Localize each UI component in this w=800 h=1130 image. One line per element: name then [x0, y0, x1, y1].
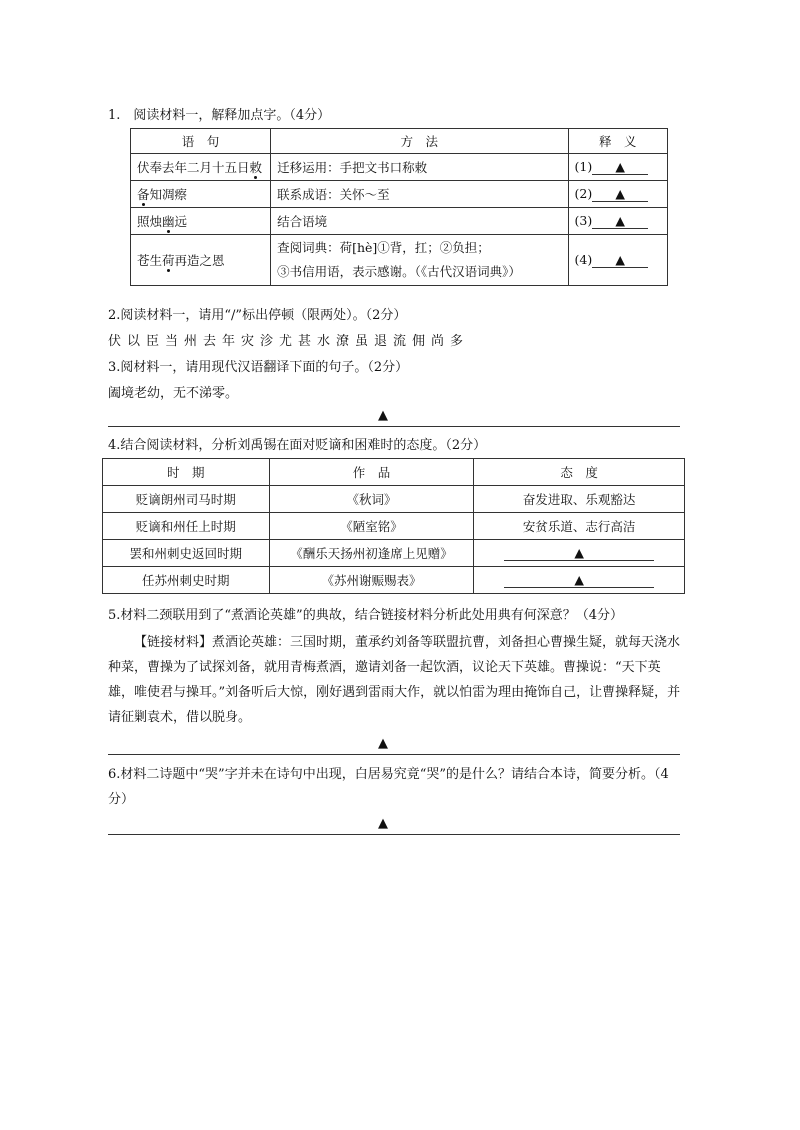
q1-title: 1. 阅读材料一，解释加点字。（4分） — [108, 108, 331, 123]
q4-period-1: 贬谪朗州司马时期 — [103, 486, 270, 513]
q3-answer-line — [108, 426, 680, 427]
q4-work-1: 《秋词》 — [269, 486, 474, 513]
q4-period-4: 任苏州刺史时期 — [103, 567, 270, 594]
q4-attitude-2: 安贫乐道、志行高洁 — [474, 513, 685, 540]
q1-method-2: 联系成语：关怀～至 — [271, 181, 568, 208]
q1-answer-4[interactable]: (4) ▲ — [568, 235, 668, 286]
q1-method-4: 查阅词典：荷[hè]①背，扛；②负担； ③书信用语，表示感谢。（《古代汉语词典》） — [271, 235, 568, 286]
q1-table — [130, 128, 668, 286]
q5-link-text: 煮酒论英雄：三国时期，董承约刘备等联盟抗曹，刘备担心曹操生疑，就每天浇水种菜，曹操为了试探刘备，就用青梅煮酒，邀请刘备一起饮酒，议论天下英雄。曹操说：“天下英雄，唯使君与操耳。”刘备听后大惊，刚好遇到雷雨大作，就以怕雷为理由掩饰自己，让曹操释疑，并请征剿袁术，借以脱身。 — [108, 635, 681, 725]
q1-header-meaning: 释 义 — [568, 129, 668, 154]
q4-header-period: 时 期 — [103, 459, 270, 486]
q2-text[interactable]: 伏以臣当州去年灾沴尤甚水潦虽退流佣尚多 — [108, 334, 470, 349]
table-row — [131, 235, 668, 286]
q1-answer-2[interactable]: (2) ▲ — [568, 181, 668, 208]
q3-title: 3.阅材料一，请用现代汉语翻译下面的句子。（2分） — [108, 360, 409, 375]
q1-answer-1[interactable]: (1) ▲ — [568, 154, 668, 181]
q5-answer-line — [108, 754, 680, 755]
q1-header-row — [131, 129, 668, 154]
q3-answer-marker[interactable]: ▲ — [378, 408, 388, 423]
q4-attitude-3[interactable]: ▲ — [474, 540, 685, 567]
table-row — [103, 513, 685, 540]
q1-sentence-3: 照烛幽远 — [131, 208, 271, 235]
q5-link-material — [108, 630, 683, 730]
q4-attitude-4[interactable]: ▲ — [474, 567, 685, 594]
table-row — [131, 154, 668, 181]
table-row — [131, 181, 668, 208]
table-row — [103, 567, 685, 594]
q1-header-sentence: 语 句 — [131, 129, 271, 154]
q5-link-label: 【链接材料】 — [134, 635, 213, 650]
q5-title: 5.材料二颈联用到了“煮酒论英雄”的典故，结合链接材料分析此处用典有何深意？（4分） — [108, 608, 623, 623]
q5-answer-marker[interactable]: ▲ — [378, 736, 388, 751]
q1-method-1: 迁移运用：手把文书口称敕 — [271, 154, 568, 181]
q1-answer-3[interactable]: (3) ▲ — [568, 208, 668, 235]
q1-sentence-1: 伏奉去年二月十五日敕 — [131, 154, 271, 181]
q4-work-2: 《陋室铭》 — [269, 513, 474, 540]
table-row — [103, 486, 685, 513]
q4-work-4: 《苏州谢赈赐表》 — [269, 567, 474, 594]
q1-header-method: 方 法 — [271, 129, 568, 154]
table-row — [131, 208, 668, 235]
q4-header-work: 作 品 — [269, 459, 474, 486]
q2-title: 2.阅读材料一，请用“/”标出停顿（限两处）。（2分） — [108, 308, 407, 323]
q4-header-row — [103, 459, 685, 486]
q1-method-3: 结合语境 — [271, 208, 568, 235]
q4-period-3: 罢和州刺史返回时期 — [103, 540, 270, 567]
table-row — [103, 540, 685, 567]
q4-work-3: 《酬乐天扬州初逢席上见赠》 — [269, 540, 474, 567]
q4-table — [102, 458, 685, 594]
q4-period-2: 贬谪和州任上时期 — [103, 513, 270, 540]
q6-answer-marker[interactable]: ▲ — [378, 816, 388, 831]
q3-text: 阖境老幼，无不涕零。 — [108, 386, 239, 401]
q6-title: 6.材料二诗题中“哭”字并未在诗句中出现，白居易究竟“哭”的是什么？请结合本诗，简要分析。（4分） — [108, 767, 669, 807]
q4-header-attitude: 态 度 — [474, 459, 685, 486]
q4-attitude-1: 奋发进取、乐观豁达 — [474, 486, 685, 513]
q6-answer-line — [108, 834, 680, 835]
q1-sentence-4: 苍生荷再造之恩 — [131, 235, 271, 286]
q1-sentence-2: 备知凋瘵 — [131, 181, 271, 208]
q4-title: 4.结合阅读材料，分析刘禹锡在面对贬谪和困难时的态度。（2分） — [108, 438, 487, 453]
